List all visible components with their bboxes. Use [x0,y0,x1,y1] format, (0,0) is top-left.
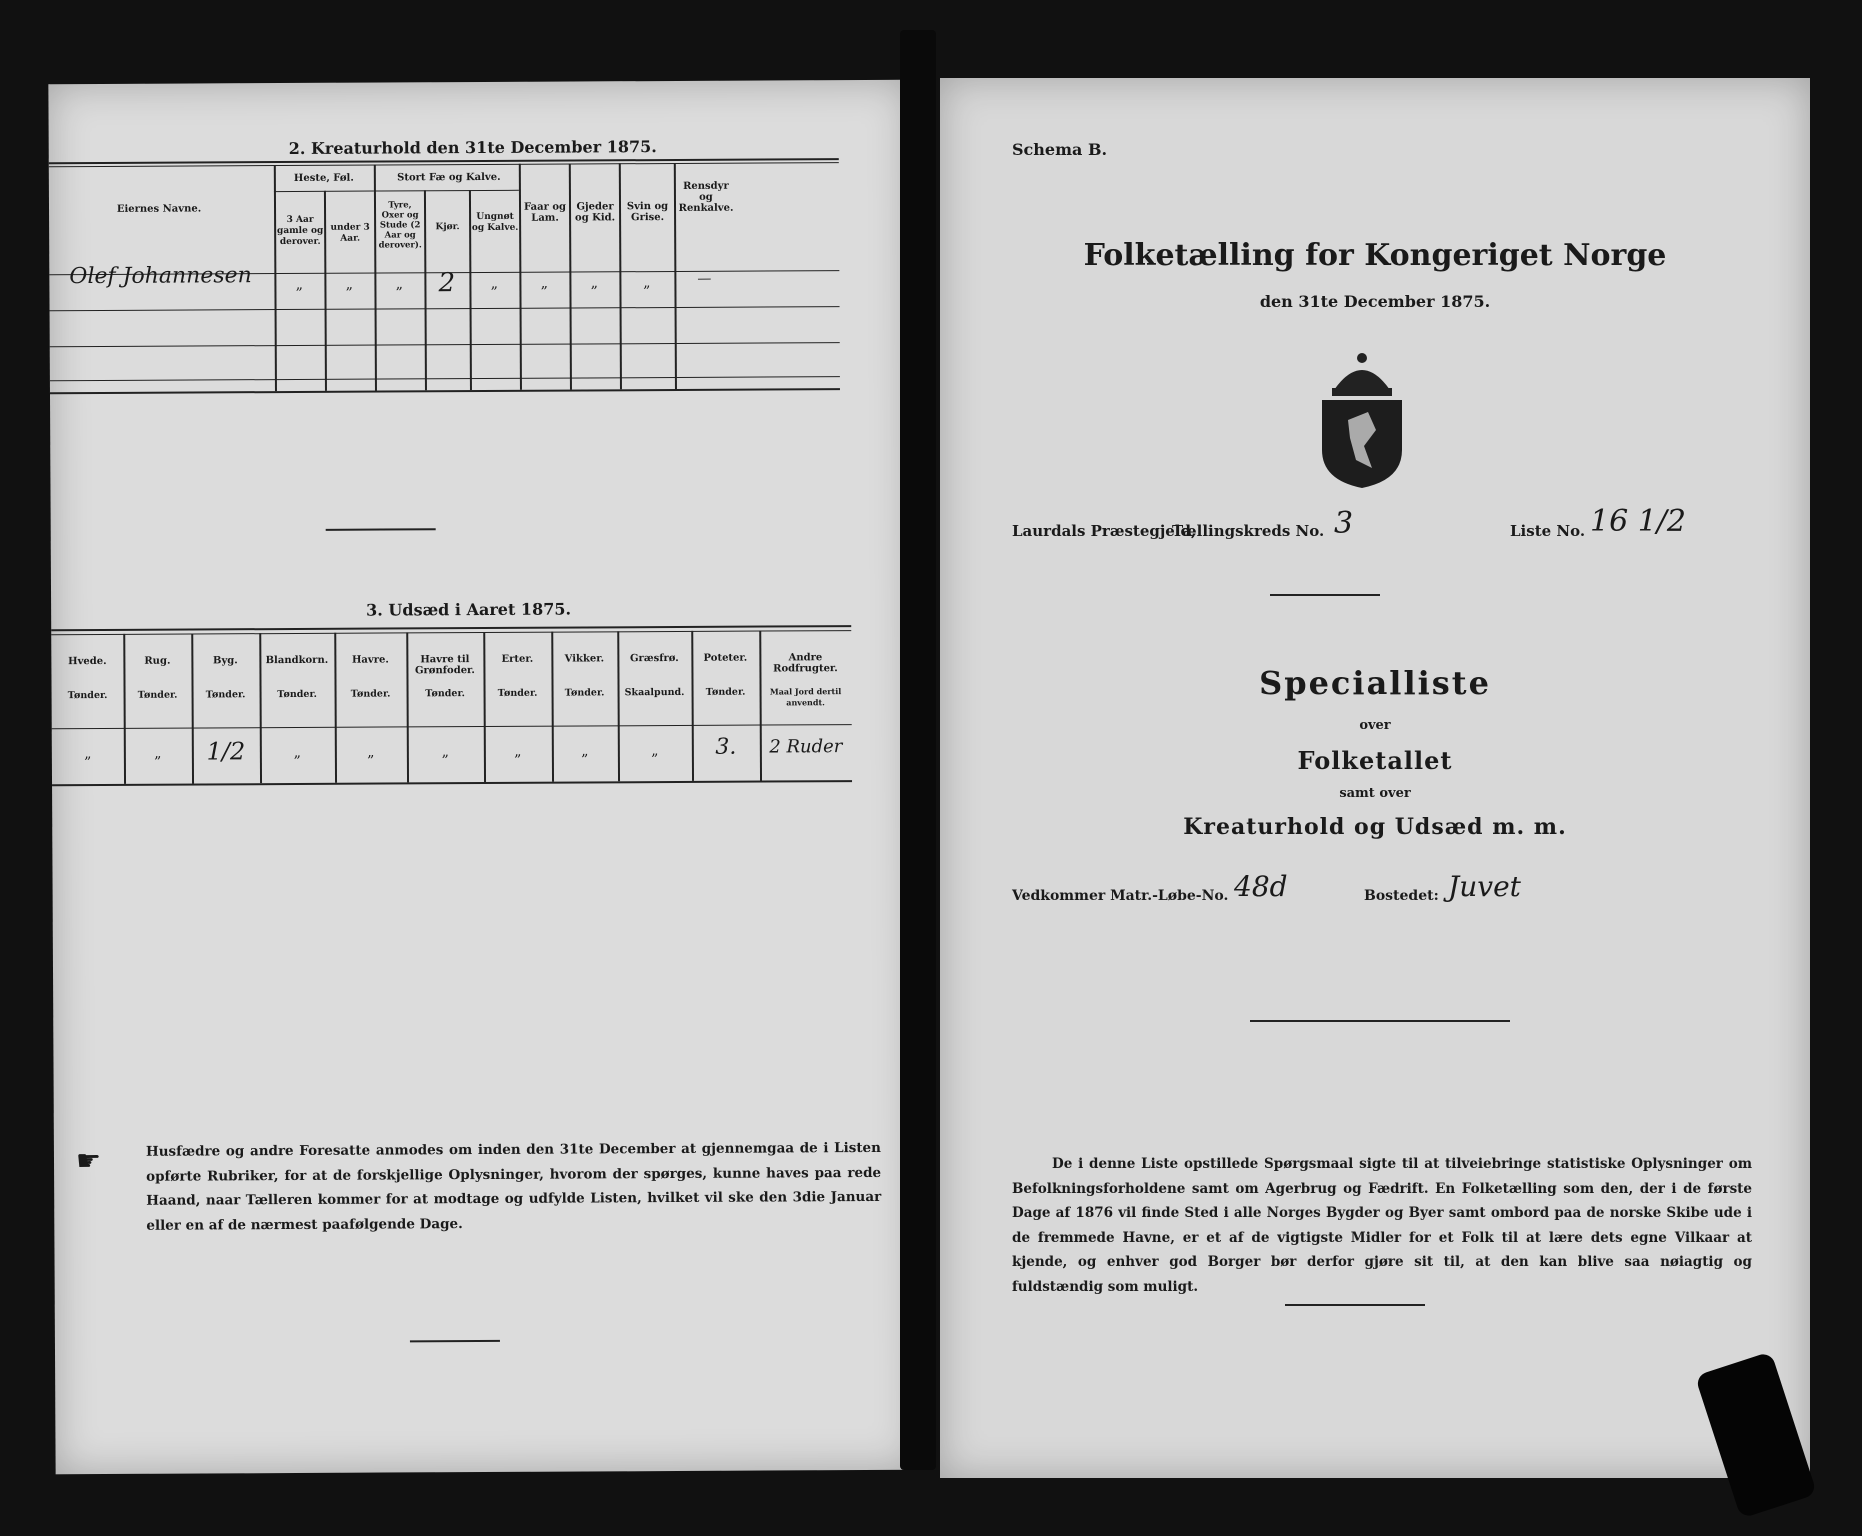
t2-cell-2: „ [345,276,354,293]
t3-header-1: Hvede. [68,655,107,668]
district-label: Tællingskreds No. [1172,522,1325,540]
document-subtitle: den 31te December 1875. [1259,292,1491,311]
owner-name: Olef Johannesen [69,263,252,290]
owner-header: Eiernes Navne. [116,203,202,215]
t3-val-2: „ [154,745,162,762]
gjeder-header: Gjeder og Kid. [574,201,616,224]
book-spine [900,30,936,1470]
heste-header: Heste, Føl. [293,172,354,184]
document-title: Folketælling for Kongeriget Norge [1083,238,1667,273]
t3-val-10: 3. [715,734,737,760]
stort-sub2: Kjør. [435,222,460,233]
special-title: Specialliste [1259,664,1491,702]
t3-unit-5: Tønder. [350,688,391,700]
section3-title: 3. Udsæd i Aaret 1875. [366,599,572,620]
t3-unit-1: Tønder. [67,689,108,702]
t3-unit-3: Tønder. [205,689,246,701]
district-value: 3 [1334,506,1354,541]
pointing-hand-icon: ☛ [75,1143,102,1178]
right-page [940,78,1810,1478]
t3-header-2: Rug. [144,655,171,667]
heste-sub2: under 3 Aar. [330,222,370,244]
t3-val-1: „ [84,746,92,763]
section2-title: 2. Kreaturhold den 31te December 1875. [288,137,657,159]
t2-cell-8: „ [643,275,651,292]
t3-unit-4: Tønder. [277,688,317,701]
t3-val-11: 2 Ruder [769,736,843,758]
t2-cell-6: „ [540,275,549,292]
t3-unit-10: Tønder. [705,686,746,698]
t3-header-3: Byg. [212,655,238,667]
t2-cell-3: „ [395,276,404,293]
t3-header-6: Havre til Grønfoder. [414,654,475,677]
notice-text: Husfædre og andre Foresatte anmodes om inden den 31te December at gjennemgaa de i Listen opførte Rubriker, for at de forskjellige Oplysninger, hvorom der spørges, kunne haves paa rede Haand, naar Tælleren kommer for at modtage og udfylde Listen, hvilket vil ske den 3die Januar eller en af de nærmest paafølgende Dage. [145,1139,882,1234]
t3-unit-9: Skaalpund. [624,686,685,699]
t3-header-10: Poteter. [703,652,748,664]
t3-val-5: „ [367,744,375,761]
t2-cell-5: „ [490,275,499,292]
rensdyr-header: Rensdyr og Renkalve. [678,180,734,214]
heste-sub1: 3 Aar gamle og derover. [276,214,324,248]
schema-label: Schema B. [1012,140,1108,159]
t3-header-11: Andre Rodfrugter. [773,652,838,675]
t3-unit-8: Tønder. [564,687,605,699]
t3-header-9: Græsfrø. [629,652,679,665]
t2-cell-7: „ [590,275,599,292]
t3-unit-6: Tønder. [425,688,465,700]
matr-value: 48d [1234,870,1288,903]
t3-header-4: Blandkorn. [265,654,329,667]
t3-val-6: „ [441,744,450,761]
info-paragraph: De i denne Liste opstillede Spørgsmaal sigte til at tilveiebringe statistiske Oplysninger om Befolkningsforholdene samt om Agerbrug og Fædrift. En Folketælling som den, der i de første Dage af 1876 vil finde Sted i alle Norges Bygder og Byer samt ombord paa de norske Skibe ude i de fremmede Havne, er et af de vigtigste Midler for et Folk til at lære dets egne Vilkaar at kjende, og enhver god Borger bør derfor gjøre sit til, at den kan blive saa nøiagtig og fuldstændig som muligt. [1012,1156,1752,1295]
t3-header-7: Erter. [501,653,534,665]
t2-cell-4: 2 [438,268,456,299]
t2-cell-9: — [697,270,712,287]
t3-val-9: „ [651,743,659,760]
faar-header: Faar og Lam. [524,201,567,224]
parish-label: Laurdals Præstegjeld, [1012,522,1197,540]
t3-unit-11: Maal Jord dertil anvendt. [769,686,842,708]
list-label: Liste No. [1510,522,1586,540]
t3-val-7: „ [514,743,522,760]
bosted-label: Bostedet: [1364,888,1439,904]
stort-sub3: Ungnøt og Kalve. [471,211,519,234]
samt-over-label: samt over [1339,786,1411,801]
bosted-value: Juvet [1448,870,1521,903]
folketallet-label: Folketallet [1297,746,1453,775]
kreatur-label: Kreaturhold og Udsæd m. m. [1183,814,1567,840]
t3-val-8: „ [581,743,589,760]
t3-val-3: 1/2 [206,737,246,766]
t3-header-5: Havre. [351,654,389,666]
stort-sub1: Tyre, Oxer og Stude (2 Aar og derover). [378,200,422,251]
stort-fae-header: Stort Fæ og Kalve. [397,171,501,184]
left-page [48,80,915,1474]
matr-label: Vedkommer Matr.-Løbe-No. [1012,888,1229,904]
svin-header: Svin og Grise. [626,201,669,224]
t3-unit-2: Tønder. [137,689,178,701]
t3-val-4: „ [293,744,302,761]
t3-header-8: Vikker. [564,653,605,665]
t3-unit-7: Tønder. [497,687,538,699]
coat-of-arms-icon [1314,350,1410,490]
list-value: 16 1/2 [1590,504,1686,539]
t2-cell-1: „ [295,276,304,293]
over-label: over [1359,718,1391,733]
